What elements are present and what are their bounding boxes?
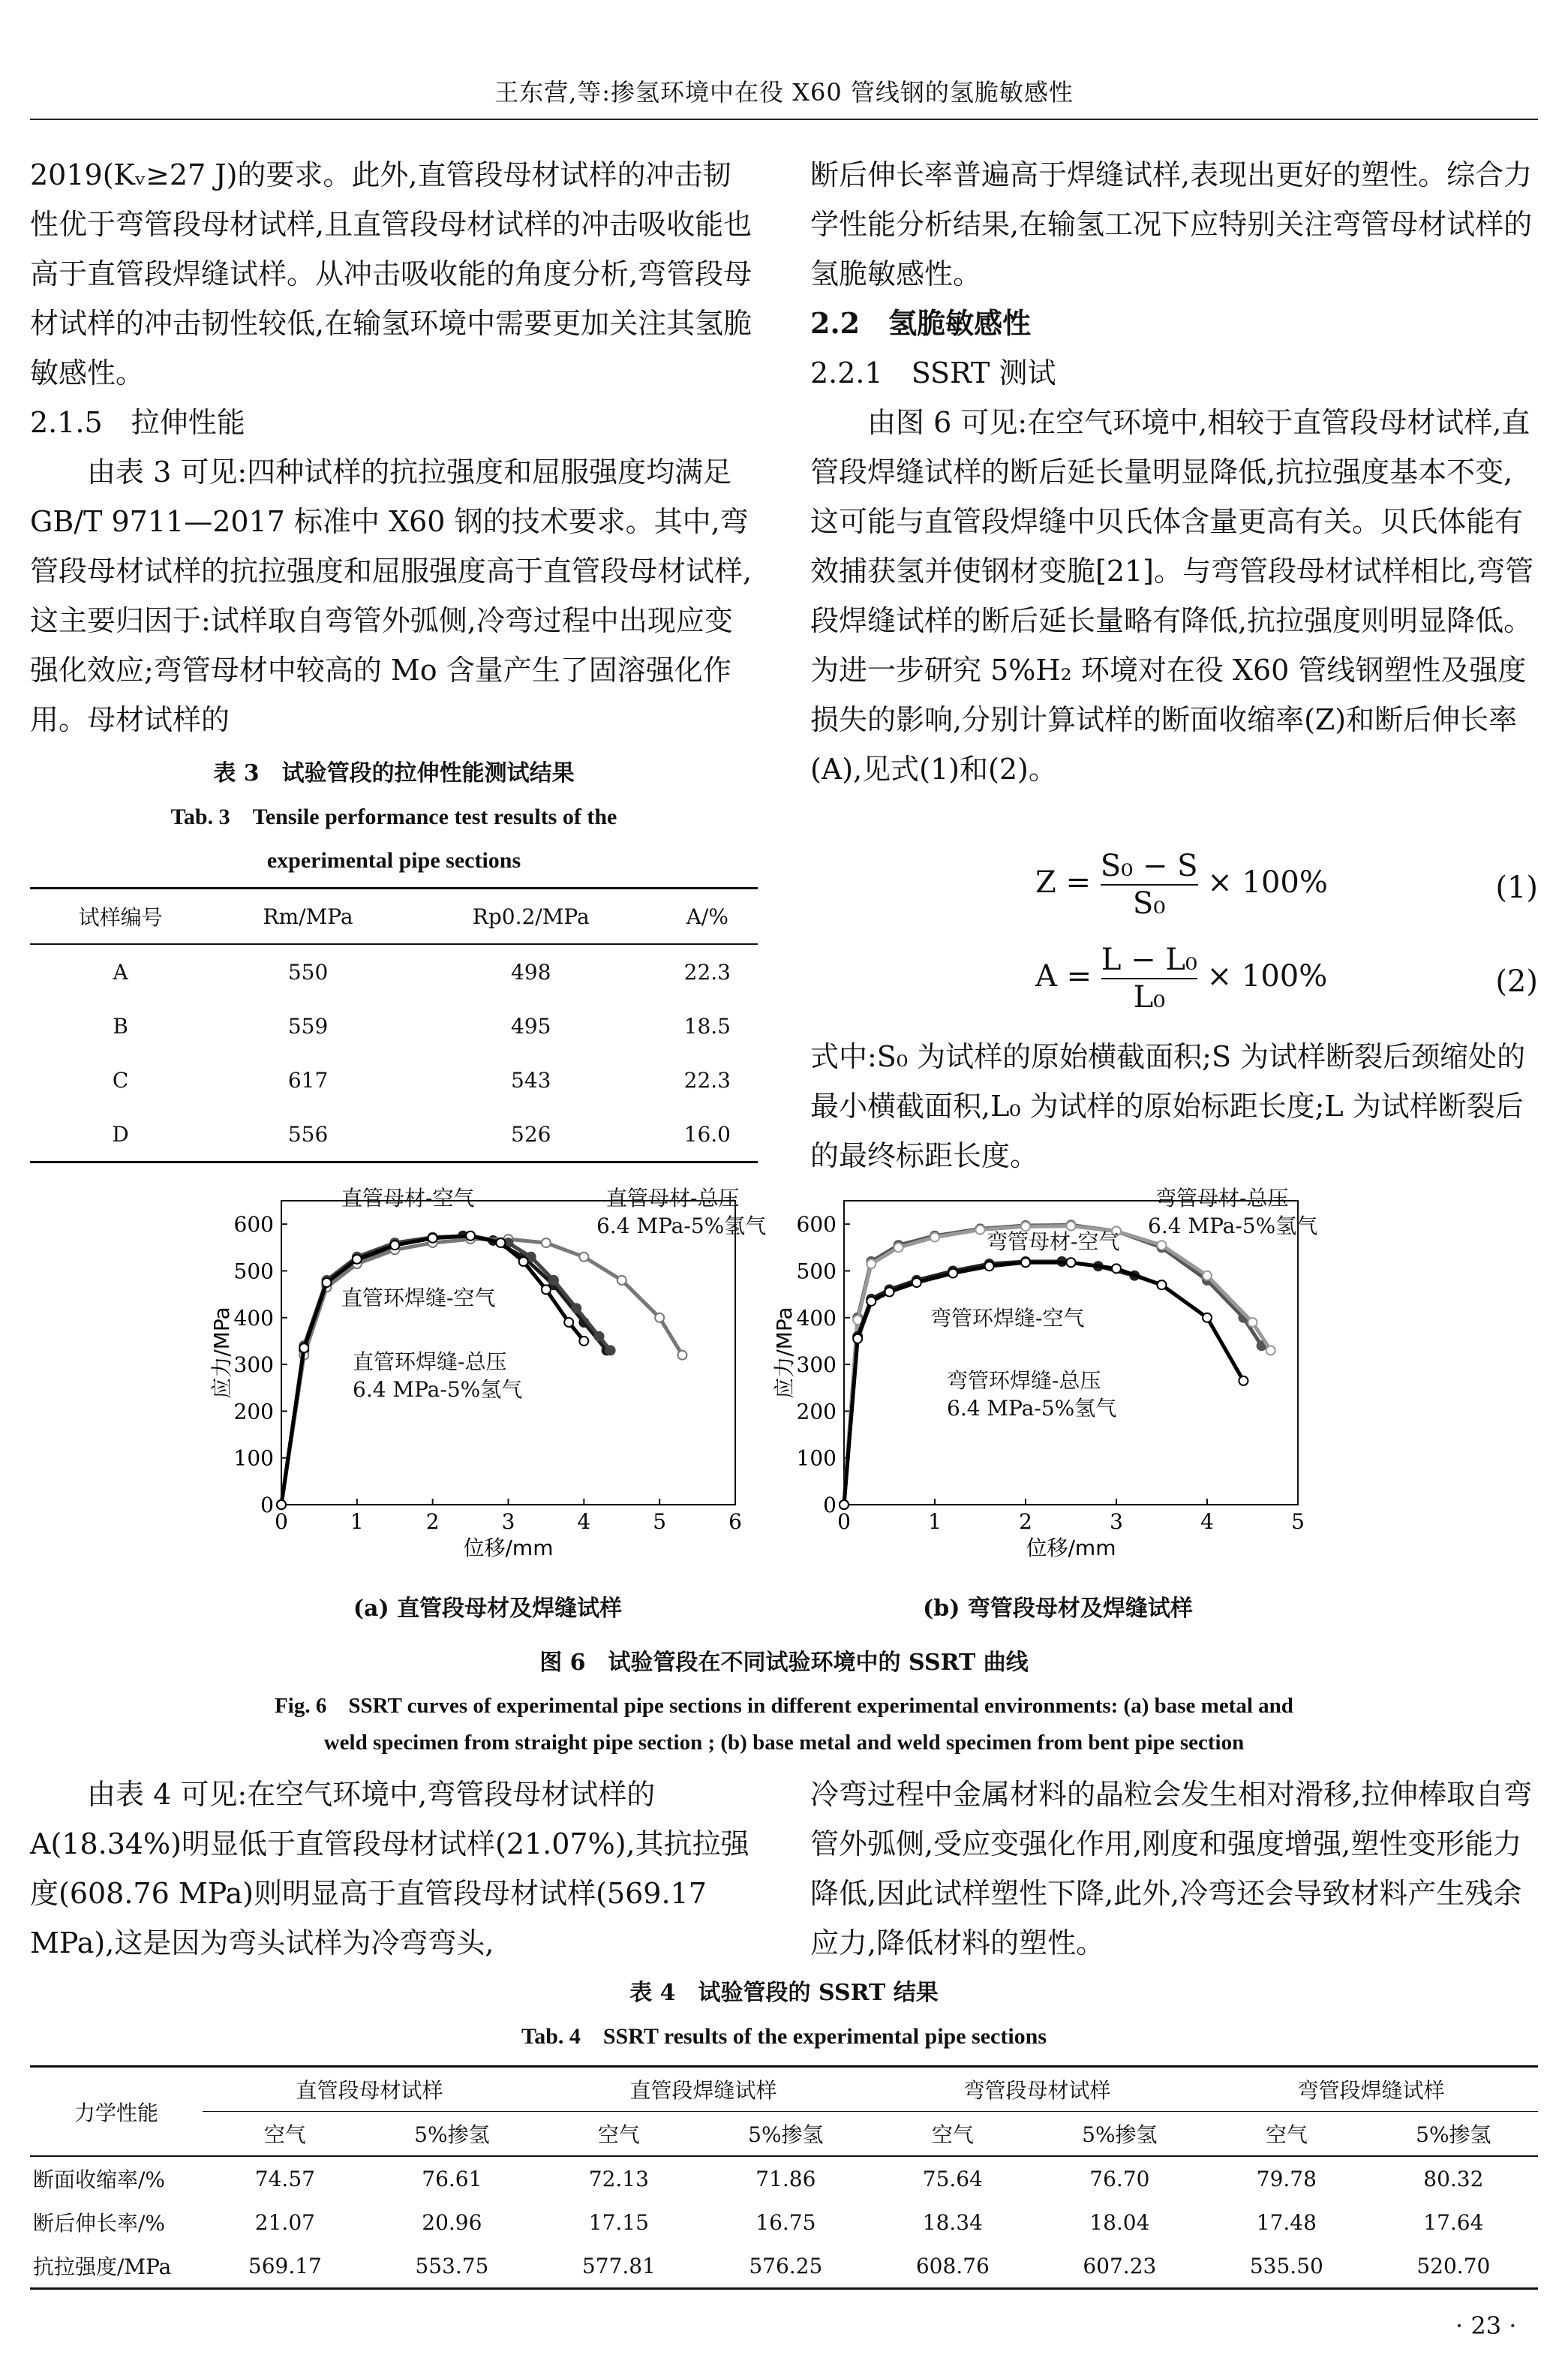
paragraph-variables: 式中:S₀ 为试样的原始横截面积;S 为试样断裂后颈缩处的最小横截面积,L₀ 为试样的原始标距长度;L 为试样断裂后的最终标距长度。: [810, 1040, 1526, 1172]
table3-header-cell: A/%: [686, 904, 728, 929]
chart-a-data-point: [677, 1351, 686, 1360]
table-cell: 20.96: [422, 2209, 482, 2235]
figure-6b-caption: (b) 弯管段母材及焊缝试样: [923, 1596, 1193, 1622]
chart-b-data-point: [912, 1278, 921, 1287]
table4-caption-en: Tab. 4 SSRT results of the experimental pipe sections: [521, 2024, 1047, 2049]
chart-a-data-point: [579, 1337, 588, 1346]
table-cell: 577.81: [581, 2253, 656, 2278]
figure-6-caption-en-2: weld specimen from straight pipe section ; (b) base metal and weld specimen from bent pipe section: [323, 1731, 1245, 1755]
chart-b-label: 6.4 MPa-5%氢气: [947, 1396, 1117, 1421]
chart-b-data-point: [867, 1297, 876, 1306]
chart-a-data-point: [277, 1500, 286, 1509]
chart-a-label: 6.4 MPa-5%氢气: [353, 1377, 523, 1402]
chart-a-y-tick-label: 100: [233, 1445, 274, 1471]
table-row: [30, 944, 758, 999]
table4-subheader: 5%掺氢: [1082, 2122, 1158, 2147]
eq1-rhs: × 100%: [1207, 865, 1328, 900]
table-cell: 16.0: [683, 1121, 731, 1147]
chart-a-data-point: [595, 1332, 604, 1341]
chart-b-data-point: [1158, 1241, 1167, 1250]
chart-a-data-point: [323, 1278, 332, 1287]
figure-6a-caption: (a) 直管段母材及焊缝试样: [353, 1596, 623, 1622]
chart-a-data-point: [572, 1304, 581, 1313]
table3-caption-cn: 表 3 试验管段的拉伸性能测试结果: [213, 760, 575, 786]
chart-b-data-point: [930, 1233, 939, 1242]
chart-a-data-point: [390, 1241, 399, 1250]
table-cell: 18.04: [1089, 2209, 1150, 2235]
eq2-denominator: L₀: [1133, 980, 1166, 1015]
table4-subheader: 空气: [597, 2122, 640, 2147]
table-cell: 71.86: [755, 2166, 816, 2191]
eq2-fraction: [1101, 942, 1197, 1015]
table-cell: 72.13: [588, 2166, 649, 2191]
chart-a-label: 直管母材-总压: [606, 1186, 740, 1211]
equation-explanation: [810, 1032, 1538, 1180]
section-2-1-5-heading: 2.1.5 拉伸性能: [30, 406, 245, 439]
table3-header-row: [30, 889, 758, 945]
chart-b-y-tick-label: 300: [796, 1352, 837, 1378]
chart-b-data-point: [1248, 1318, 1257, 1327]
table-cell: 559: [287, 1013, 329, 1039]
chart-b-x-tick-label: 1: [928, 1509, 942, 1534]
table4: [30, 2065, 1538, 2290]
chart-b-y-tick-label: 500: [796, 1259, 837, 1284]
chart-b-data-point: [948, 1269, 957, 1278]
eq2-lhs: A =: [1035, 959, 1092, 994]
chart-a-data-point: [579, 1253, 588, 1262]
table-cell: 608.76: [915, 2253, 990, 2278]
table4-group-header: 直管段焊缝试样: [536, 2067, 870, 2112]
table-row: [30, 1053, 758, 1107]
table-cell: 520.70: [1416, 2253, 1491, 2278]
chart-a-data-point: [549, 1276, 558, 1285]
left-column-bottom: [30, 1770, 758, 1968]
chart-b-y-tick-label: 0: [823, 1493, 837, 1517]
chart-a-data-point: [606, 1346, 615, 1355]
eq2-rhs: × 100%: [1206, 959, 1328, 994]
chart-b-data-point: [1203, 1313, 1212, 1322]
figure-6-caption-cn: 图 6 试验管段在不同试验环境中的 SSRT 曲线: [539, 1650, 1029, 1676]
chart-a-y-tick-label: 600: [233, 1212, 274, 1238]
table-row: [30, 1107, 758, 1162]
table3-caption-en: Tab. 3 Tensile performance test results of the experimental pipe sections: [170, 805, 617, 873]
table4-group-header: 弯管段焊缝试样: [1204, 2067, 1538, 2112]
table-cell: 79.78: [1256, 2166, 1317, 2191]
table-row: [30, 2244, 1538, 2289]
paragraph-impact: 2019(Kᵥ≥27 J)的要求。此外,直管段母材试样的冲击韧性优于弯管段母材试样,且直管段母材试样的冲击吸收能也高于直管段焊缝试样。从冲击吸收能的角度分析,弯管段母材试样的冲击韧性较低,在输氢环境中需要更加关注其氢脆敏感性。: [30, 158, 752, 389]
table-cell: 80.32: [1423, 2166, 1484, 2191]
table-cell: 22.3: [683, 1067, 731, 1093]
chart-b-y-tick-label: 400: [796, 1305, 837, 1331]
table-cell: D: [112, 1121, 129, 1147]
chart-a-data-point: [353, 1255, 362, 1264]
chart-a-label: 6.4 MPa-5%氢气: [596, 1214, 767, 1238]
paragraph-ssrt: 由图 6 可见:在空气环境中,相较于直管段母材试样,直管段焊缝试样的断后延长量明显降低,抗拉强度基本不变,这可能与直管段焊缝中贝氏体含量更高有关。贝氏体能有效捕获氢并使钢材变脆[21]。与弯管段母材试样相比,弯管段焊缝试样的断后延长量略有降低,抗拉强度则明显降低。为进一步研究 5%H₂ 环境对在役 X60 管线钢塑性及强度损失的影响,分别计算试样的断面收缩率(Z)和断后伸长率(A),见式(1)和(2)。: [810, 406, 1534, 786]
chart-b-data-point: [885, 1288, 894, 1297]
table4-group-header: 弯管段母材试样: [870, 2067, 1204, 2112]
chart-a-x-tick-label: 2: [425, 1509, 440, 1534]
chart-b-label: 弯管母材-空气: [987, 1229, 1120, 1254]
chart-a-data-point: [496, 1238, 505, 1247]
table-cell: 576.25: [749, 2253, 823, 2278]
table-cell: 74.57: [254, 2166, 315, 2191]
eq2-number: (2): [1495, 964, 1538, 999]
chart-a-x-tick-label: 6: [728, 1509, 742, 1534]
chart-a-x-tick-label: 1: [350, 1509, 364, 1534]
chart-b-x-tick-label: 2: [1019, 1509, 1032, 1534]
chart-b-y-tick-label: 100: [796, 1445, 837, 1471]
chart-a-data-point: [542, 1238, 551, 1247]
table-cell: 550: [287, 959, 329, 985]
eq1-lhs: Z =: [1035, 865, 1092, 900]
right-column-top: [810, 150, 1538, 794]
chart-a-data-point: [519, 1257, 528, 1266]
table-cell: 569.17: [248, 2253, 322, 2278]
chart-a-y-tick-label: 300: [233, 1352, 274, 1378]
eq1-fraction: [1101, 848, 1198, 922]
table-cell: 526: [511, 1121, 551, 1147]
header-rule: [30, 119, 1538, 120]
table-cell: 498: [511, 959, 551, 985]
table4-corner: 力学性能: [30, 2067, 203, 2157]
table4-subheader: 5%掺氢: [748, 2122, 824, 2147]
chart-a-x-tick-label: 4: [577, 1509, 591, 1534]
chart-b-label: 弯管环焊缝-总压: [947, 1368, 1101, 1393]
table-cell: 17.64: [1423, 2209, 1484, 2235]
table-row: [30, 2156, 1538, 2200]
eq2-numerator: L − L₀: [1101, 942, 1197, 979]
chart-b-label: 弯管母材-总压: [1155, 1186, 1289, 1211]
chart-b-y-tick-label: 200: [796, 1399, 837, 1424]
paragraph-cold-bend: 冷弯过程中金属材料的晶粒会发生相对滑移,拉伸棒取自弯管外弧侧,受应变强化作用,刚度和强度增强,塑性变形能力降低,因此试样塑性下降,此外,冷弯还会导致材料产生残余应力,降低材料的塑性。: [810, 1778, 1533, 1959]
chart-a-data-point: [428, 1234, 437, 1243]
table-cell: 495: [511, 1013, 551, 1039]
chart-a-x-axis-label: 位移/mm: [463, 1535, 554, 1560]
chart-b-x-tick-label: 4: [1200, 1509, 1214, 1534]
table-cell: 16.75: [755, 2209, 816, 2235]
table3-header-cell: Rp0.2/MPa: [472, 904, 590, 929]
chart-a-y-tick-label: 500: [233, 1259, 274, 1284]
paragraph-table4-analysis: 由表 4 可见:在空气环境中,弯管段母材试样的 A(18.34%)明显低于直管段母材试样(21.07%),其抗拉强度(608.76 MPa)则明显高于直管段母材试样(569.17 MPa),这是因为弯头试样为冷弯弯头,: [30, 1778, 749, 1959]
equation-2: [1035, 942, 1538, 1032]
chart-a-x-tick-label: 0: [275, 1509, 288, 1534]
table-row-label: 断后伸长率/%: [33, 2211, 166, 2236]
chart-a-x-tick-label: 5: [653, 1509, 667, 1534]
chart-a-label: 直管环焊缝-空气: [341, 1286, 496, 1310]
table3: [30, 887, 758, 1163]
table4-group-row: [30, 2067, 1538, 2112]
chart-b-data-point: [840, 1500, 849, 1509]
chart-a-label: 直管母材-空气: [341, 1186, 475, 1211]
paragraph-tensile: 由表 3 可见:四种试样的抗拉强度和屈服强度均满足 GB/T 9711—2017 标准中 X60 钢的技术要求。其中,弯管段母材试样的抗拉强度和屈服强度高于直管段母材试样,这主要归因于:试样取自弯管外弧侧,冷弯过程中出现应变强化效应;弯管母材中较高的 Mo 含量产生了固溶强化作用。母材试样的: [30, 456, 752, 736]
chart-b-data-point: [1203, 1271, 1212, 1280]
table-cell: 17.48: [1256, 2209, 1317, 2235]
paragraph-ductility: 断后伸长率普遍高于焊缝试样,表现出更好的塑性。综合力学性能分析结果,在输氢工况下应特别关注弯管母材试样的氢脆敏感性。: [810, 158, 1533, 290]
table-cell: 556: [287, 1121, 329, 1147]
chart-a-data-point: [617, 1276, 626, 1285]
table-cell: 21.07: [254, 2209, 315, 2235]
chart-b-data-point: [1266, 1346, 1275, 1355]
chart-a-label: 直管环焊缝-总压: [353, 1349, 507, 1374]
chart-b-data-point: [985, 1262, 994, 1271]
chart-a-y-tick-label: 200: [233, 1399, 274, 1424]
chart-b-data-point: [1112, 1264, 1121, 1273]
chart-b-data-point: [976, 1226, 985, 1235]
chart-a-data-point: [564, 1318, 573, 1327]
eq1-denominator: S₀: [1132, 886, 1166, 921]
eq1-numerator: S₀ − S: [1101, 848, 1198, 886]
chart-b-x-tick-label: 3: [1110, 1509, 1123, 1534]
chart-a-y-axis-label: 应力/MPa: [209, 1307, 234, 1399]
table-cell: 607.23: [1083, 2253, 1157, 2278]
table3-header-cell: Rm/MPa: [263, 904, 353, 929]
table-cell: 543: [511, 1067, 551, 1093]
chart-b-x-axis-label: 位移/mm: [1026, 1535, 1116, 1560]
chart-b-data-point: [867, 1259, 876, 1268]
chart-b-y-axis-label: 应力/MPa: [772, 1307, 797, 1399]
section-2-2-1-heading: 2.2.1 SSRT 测试: [810, 356, 1056, 389]
table-cell: 617: [287, 1067, 329, 1093]
chart-b-label: 弯管环焊缝-空气: [930, 1306, 1085, 1331]
table4-subheader: 5%掺氢: [1416, 2122, 1491, 2147]
table4-caption-cn: 表 4 试验管段的 SSRT 结果: [629, 1980, 939, 2006]
chart-b-data-point: [1239, 1376, 1248, 1385]
table3-header-cell: 试样编号: [78, 905, 163, 930]
chart-b-data-point: [894, 1243, 903, 1252]
table4-subheader: 空气: [263, 2122, 306, 2147]
table-cell: 535.50: [1249, 2253, 1323, 2278]
chart-a-data-point: [466, 1232, 475, 1241]
table-row: [30, 999, 758, 1053]
right-column-bottom: [810, 1770, 1538, 1968]
chart-b-label: 6.4 MPa-5%氢气: [1148, 1214, 1318, 1238]
table-cell: 18.5: [683, 1013, 731, 1039]
equation-1: [1035, 848, 1538, 938]
chart-b-data-point: [1158, 1280, 1167, 1289]
chart-b-y-tick-label: 600: [796, 1212, 837, 1238]
chart-a-y-tick-label: 0: [260, 1493, 274, 1517]
chart-b-data-point: [853, 1334, 862, 1343]
table-cell: 553.75: [415, 2253, 489, 2278]
table-cell: 17.15: [588, 2209, 649, 2235]
chart-a-data-point: [542, 1285, 551, 1294]
chart-b-x-tick-label: 0: [837, 1509, 851, 1534]
running-head: 王东营,等:掺氢环境中在役 X60 管线钢的氢脆敏感性: [494, 78, 1074, 107]
table-row-label: 断面收缩率/%: [33, 2167, 166, 2192]
chart-a-data-point: [655, 1313, 664, 1322]
chart-a-x-tick-label: 3: [501, 1509, 515, 1534]
eq1-number: (1): [1495, 871, 1538, 905]
table4-subheader: 空气: [1265, 2122, 1308, 2147]
chart-a-data-point: [299, 1343, 308, 1352]
table-cell: C: [112, 1067, 129, 1093]
table-cell: 18.34: [922, 2209, 983, 2235]
table4-subheader-row: [30, 2112, 1538, 2157]
table-cell: 76.61: [422, 2166, 482, 2191]
table4-subheader: 5%掺氢: [414, 2122, 490, 2147]
table-cell: A: [113, 959, 128, 985]
table-cell: 76.70: [1089, 2166, 1150, 2191]
chart-a-y-tick-label: 400: [233, 1305, 274, 1331]
table-cell: B: [113, 1013, 128, 1039]
chart-b-x-tick-label: 5: [1291, 1509, 1305, 1534]
table-row-label: 抗拉强度/MPa: [33, 2254, 172, 2279]
page-number: · 23 ·: [1455, 2311, 1517, 2340]
table4-group-header: 直管段母材试样: [203, 2067, 536, 2112]
chart-b-data-point: [1021, 1258, 1030, 1267]
table-cell: 75.64: [922, 2166, 983, 2191]
section-2-2-heading: 2.2 氢脆敏感性: [810, 306, 1032, 340]
table-row: [30, 2200, 1538, 2244]
chart-b-data-point: [1067, 1258, 1076, 1267]
figure-6-caption-en-1: Fig. 6 SSRT curves of experimental pipe sections in different experimental environments: (a) base metal and: [275, 1694, 1293, 1718]
table4-subheader: 空气: [931, 2122, 974, 2147]
table-cell: 22.3: [683, 959, 731, 985]
left-column-top: [30, 150, 758, 744]
